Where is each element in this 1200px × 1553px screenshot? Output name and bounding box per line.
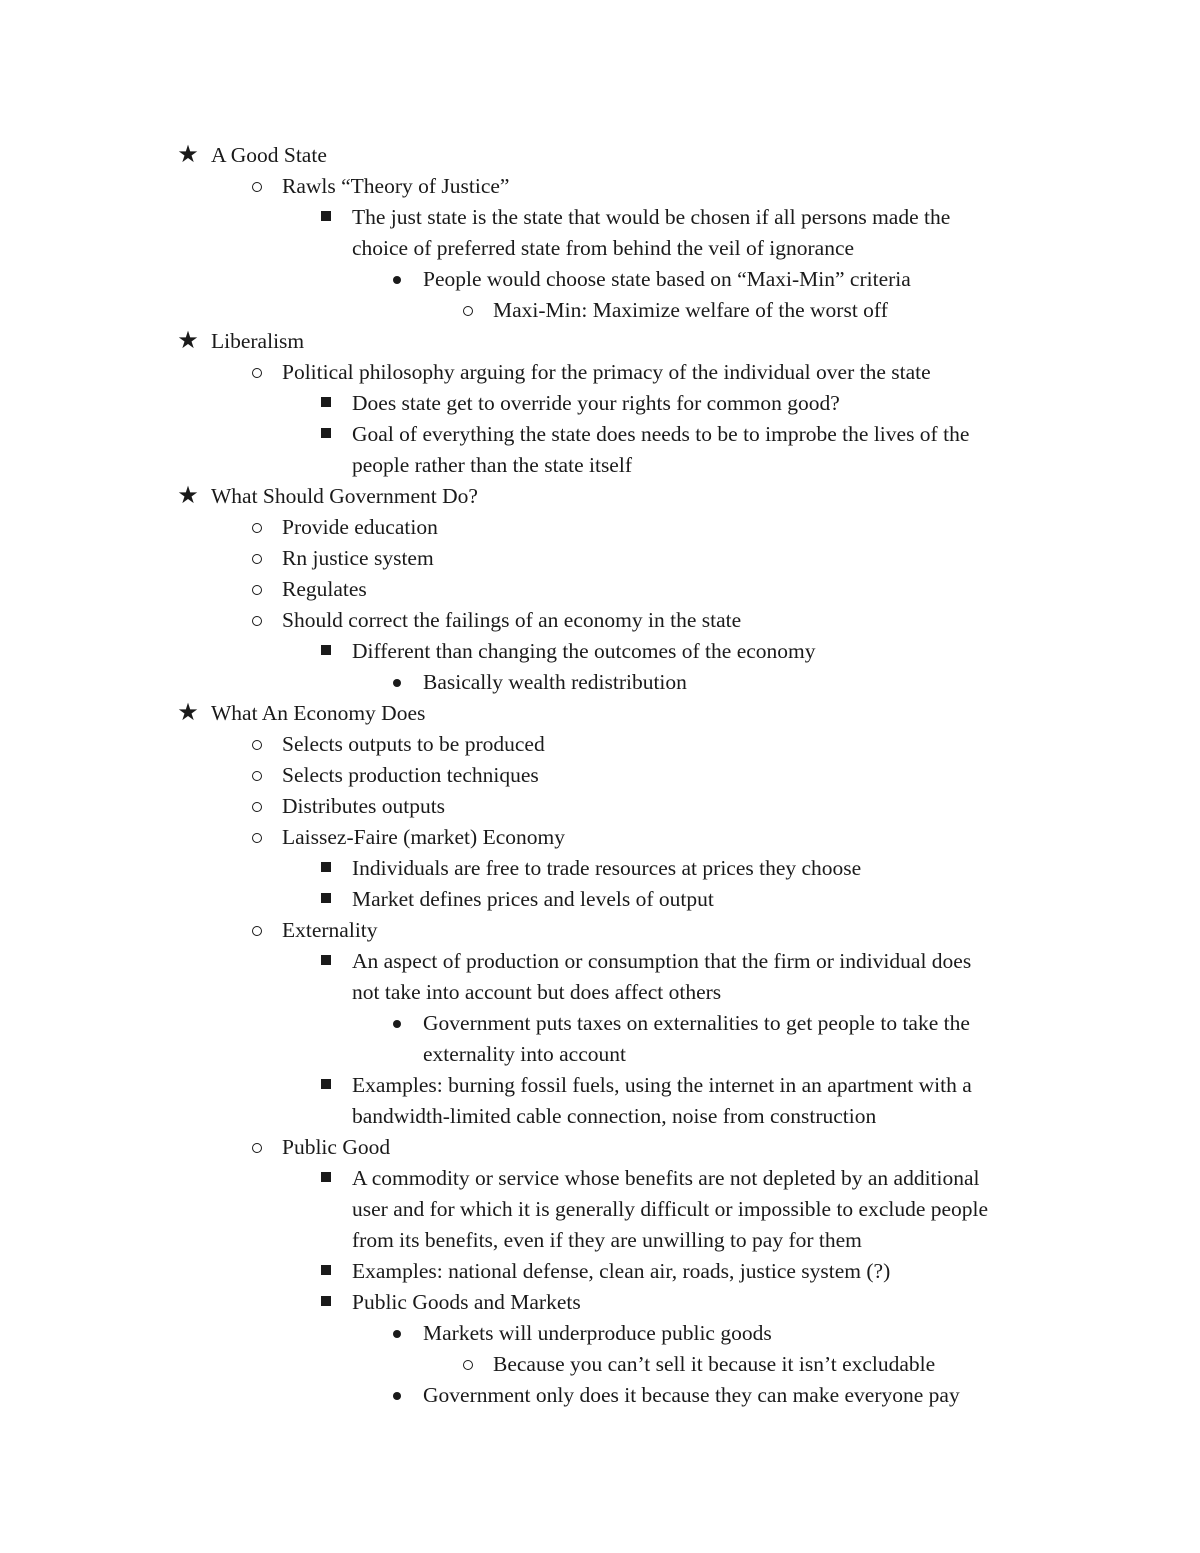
outline-line	[0, 574, 1200, 605]
outline-text: not take into account but does affect others	[352, 980, 722, 1004]
outline-line	[0, 233, 1200, 264]
outline-line	[0, 295, 1200, 326]
outline-line	[0, 636, 1200, 667]
outline-text: bandwidth-limited cable connection, noise from construction	[352, 1104, 877, 1128]
outline-text: from its benefits, even if they are unwilling to pay for them	[352, 1228, 862, 1252]
outline-text: Market defines prices and levels of output	[352, 887, 714, 911]
outline-text: people rather than the state itself	[352, 453, 632, 477]
outline-text: Basically wealth redistribution	[423, 670, 687, 694]
outline-line	[0, 977, 1200, 1008]
hollow-circle-icon	[245, 574, 269, 605]
hollow-circle-icon	[456, 295, 480, 326]
outline-line	[0, 1349, 1200, 1380]
outline-text: Rawls “Theory of Justice”	[282, 174, 510, 198]
outline-text: Public Goods and Markets	[352, 1290, 581, 1314]
outline-line	[0, 202, 1200, 233]
outline-line	[0, 884, 1200, 915]
outline-line	[0, 915, 1200, 946]
outline-line	[0, 1039, 1200, 1070]
square-icon	[314, 853, 338, 884]
hollow-circle-icon	[245, 1132, 269, 1163]
outline-line	[0, 791, 1200, 822]
outline-line	[0, 357, 1200, 388]
outline-line	[0, 512, 1200, 543]
star-icon: ★	[177, 142, 199, 168]
outline-line	[0, 1163, 1200, 1194]
outline-text: Does state get to override your rights for common good?	[352, 391, 840, 415]
outline-text: Maxi-Min: Maximize welfare of the worst off	[493, 298, 888, 322]
hollow-circle-icon	[245, 512, 269, 543]
outline-text: Distributes outputs	[282, 794, 446, 818]
outline-text: Examples: national defense, clean air, roads, justice system (?)	[352, 1259, 891, 1283]
outline-text: Selects production techniques	[282, 763, 539, 787]
hollow-circle-icon	[245, 915, 269, 946]
outline-line	[0, 605, 1200, 636]
filled-circle-icon	[385, 667, 409, 698]
outline-text: Government only does it because they can make everyone pay	[423, 1383, 960, 1407]
outline-line	[0, 171, 1200, 202]
outline-line	[0, 729, 1200, 760]
outline-text: Public Good	[282, 1135, 391, 1159]
hollow-circle-icon	[245, 605, 269, 636]
star-icon: ★	[177, 328, 199, 354]
square-icon	[314, 419, 338, 450]
square-icon	[314, 1256, 338, 1287]
outline-line	[0, 140, 1200, 171]
outline-text: Laissez-Faire (market) Economy	[282, 825, 565, 849]
outline-text: Different than changing the outcomes of the economy	[352, 639, 816, 663]
outline-text: Markets will underproduce public goods	[423, 1321, 772, 1345]
hollow-circle-icon	[245, 822, 269, 853]
outline-text: Political philosophy arguing for the primacy of the individual over the state	[282, 360, 931, 384]
square-icon	[314, 1163, 338, 1194]
outline-line	[0, 946, 1200, 977]
hollow-circle-icon	[245, 791, 269, 822]
filled-circle-icon	[385, 1318, 409, 1349]
outline-text: What An Economy Does	[211, 701, 426, 725]
star-icon: ★	[177, 700, 199, 726]
filled-circle-icon	[385, 264, 409, 295]
outline-text: Because you can’t sell it because it isn’t excludable	[493, 1352, 936, 1376]
filled-circle-icon	[385, 1008, 409, 1039]
outline-text: Regulates	[282, 577, 367, 601]
outline-line	[0, 1256, 1200, 1287]
hollow-circle-icon	[245, 729, 269, 760]
star-icon: ★	[177, 483, 199, 509]
outline-text: People would choose state based on “Maxi-Min” criteria	[423, 267, 911, 291]
outline-line	[0, 1318, 1200, 1349]
square-icon	[314, 1287, 338, 1318]
outline-text: externality into account	[423, 1042, 626, 1066]
hollow-circle-icon	[245, 543, 269, 574]
outline-line	[0, 326, 1200, 357]
outline-line	[0, 450, 1200, 481]
outline-line	[0, 543, 1200, 574]
square-icon	[314, 946, 338, 977]
outline-text: Liberalism	[211, 329, 305, 353]
outline-line	[0, 853, 1200, 884]
outline-line	[0, 1287, 1200, 1318]
outline-text: Provide education	[282, 515, 438, 539]
outline-text: Examples: burning fossil fuels, using the internet in an apartment with a	[352, 1073, 972, 1097]
square-icon	[314, 636, 338, 667]
outline-text: Government puts taxes on externalities to get people to take the	[423, 1011, 970, 1035]
square-icon	[314, 1070, 338, 1101]
outline-text: A commodity or service whose benefits are not depleted by an additional	[352, 1166, 980, 1190]
outline-text: choice of preferred state from behind the veil of ignorance	[352, 236, 855, 260]
square-icon	[314, 202, 338, 233]
outline-text: The just state is the state that would be chosen if all persons made the	[352, 205, 951, 229]
outline-text: What Should Government Do?	[211, 484, 478, 508]
outline-text: A Good State	[211, 143, 327, 167]
outline-line	[0, 760, 1200, 791]
filled-circle-icon	[385, 1380, 409, 1411]
outline-line	[0, 1132, 1200, 1163]
outline-text: Selects outputs to be produced	[282, 732, 545, 756]
outline-line	[0, 1194, 1200, 1225]
hollow-circle-icon	[245, 357, 269, 388]
hollow-circle-icon	[245, 760, 269, 791]
outline-line	[0, 1070, 1200, 1101]
outline-line	[0, 1008, 1200, 1039]
square-icon	[314, 884, 338, 915]
outline-line	[0, 822, 1200, 853]
outline-text: user and for which it is generally difficult or impossible to exclude people	[352, 1197, 989, 1221]
outline-line	[0, 1380, 1200, 1411]
outline-line	[0, 698, 1200, 729]
outline-line	[0, 264, 1200, 295]
hollow-circle-icon	[245, 171, 269, 202]
outline-line	[0, 388, 1200, 419]
outline-line	[0, 419, 1200, 450]
hollow-circle-icon	[456, 1349, 480, 1380]
outline-text: Externality	[282, 918, 378, 942]
outline-line	[0, 1101, 1200, 1132]
outline-text: Rn justice system	[282, 546, 434, 570]
square-icon	[314, 388, 338, 419]
outline-text: Should correct the failings of an economy in the state	[282, 608, 742, 632]
outline-line	[0, 481, 1200, 512]
outline-line	[0, 1225, 1200, 1256]
outline-text: An aspect of production or consumption that the firm or individual does	[352, 949, 972, 973]
outline-text: Goal of everything the state does needs to be to improbe the lives of the	[352, 422, 970, 446]
outline-line	[0, 667, 1200, 698]
document-page	[0, 140, 1200, 1411]
outline-text: Individuals are free to trade resources at prices they choose	[352, 856, 862, 880]
